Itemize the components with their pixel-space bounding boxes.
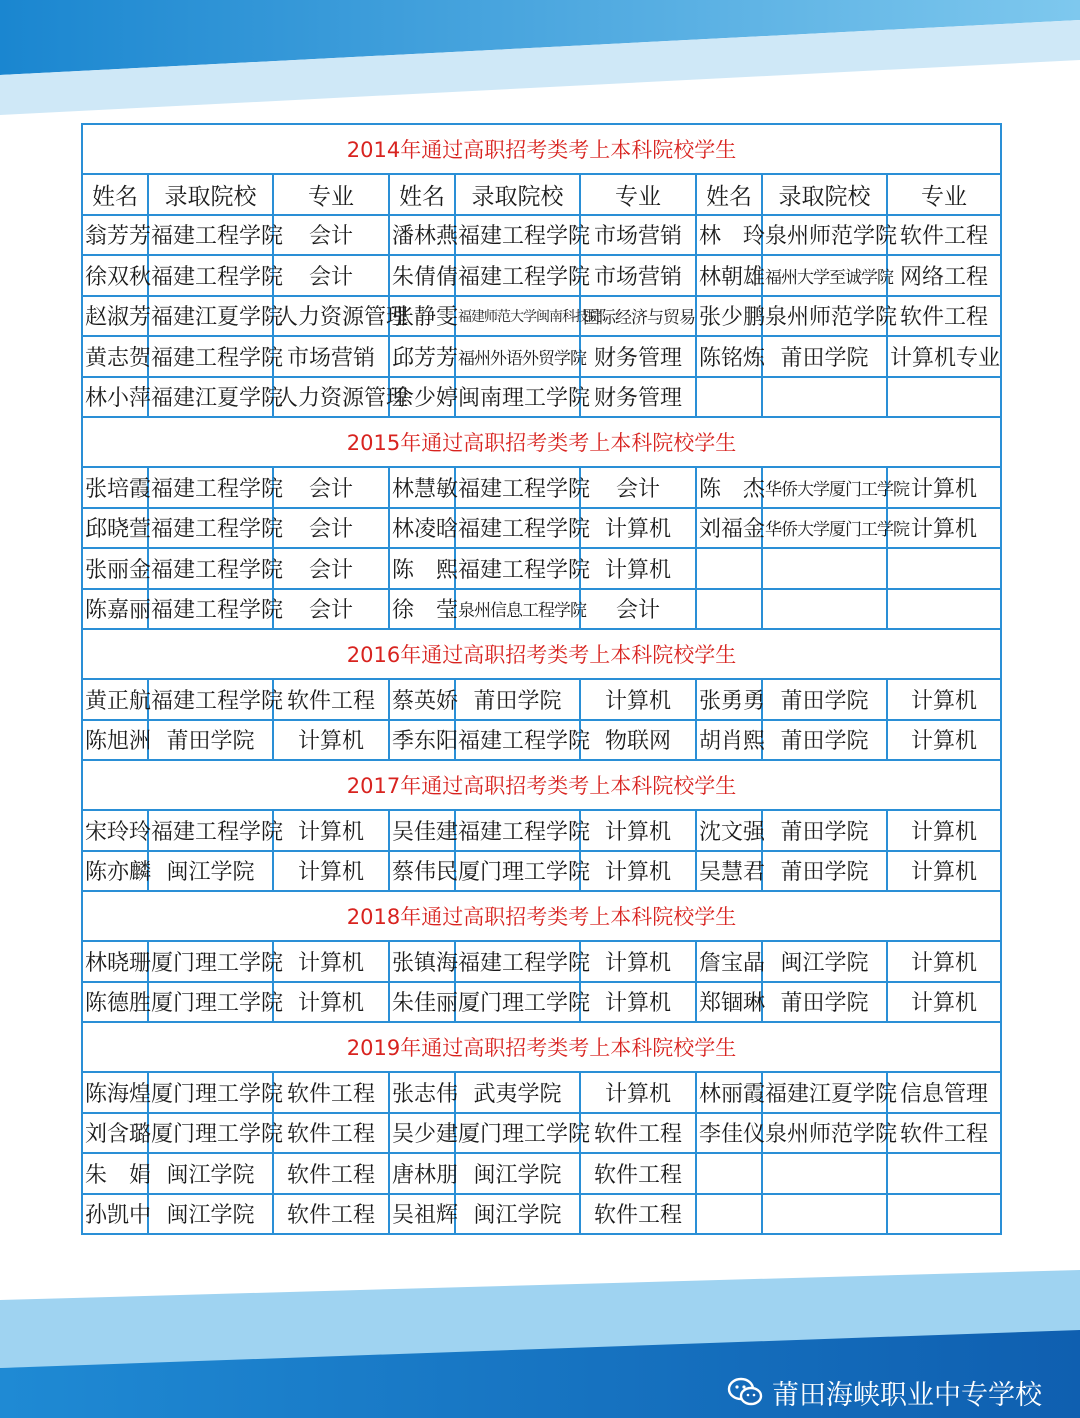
school-cell: 福建工程学院 (455, 215, 580, 256)
major-cell: 市场营销 (580, 215, 696, 256)
major-cell: 计算机 (580, 982, 696, 1023)
major-cell: 计算机 (887, 679, 1001, 720)
student-name-cell: 刘含璐 (82, 1113, 148, 1154)
student-name-cell: 林朝雄 (696, 255, 762, 296)
major-cell: 会计 (273, 215, 389, 256)
school-cell: 厦门理工学院 (148, 1113, 273, 1154)
section-title: 2019年通过高职招考类考上本科院校学生 (82, 1022, 1001, 1072)
major-cell: 网络工程 (887, 255, 1001, 296)
student-name-cell: 沈文强 (696, 810, 762, 851)
major-cell: 会计 (580, 589, 696, 630)
student-name-cell: 宋玲玲 (82, 810, 148, 851)
school-cell: 华侨大学厦门工学院 (762, 508, 887, 549)
school-cell: 闽江学院 (455, 1153, 580, 1194)
major-cell: 计算机 (887, 851, 1001, 892)
school-cell: 福建工程学院 (455, 810, 580, 851)
major-cell: 会计 (580, 467, 696, 508)
major-cell: 计算机 (887, 810, 1001, 851)
student-name-cell: 张勇勇 (696, 679, 762, 720)
school-cell: 泉州信息工程学院 (455, 589, 580, 630)
major-cell: 软件工程 (887, 215, 1001, 256)
student-name-cell: 张培霞 (82, 467, 148, 508)
section-title: 2018年通过高职招考类考上本科院校学生 (82, 891, 1001, 941)
column-header: 录取院校 (148, 174, 273, 215)
student-name-cell: 季东阳 (389, 720, 455, 761)
school-brand (728, 1372, 1042, 1412)
major-cell: 计算机 (580, 851, 696, 892)
section-title: 2016年通过高职招考类考上本科院校学生 (82, 629, 1001, 679)
school-cell: 闽江学院 (762, 941, 887, 982)
major-cell: 会计 (273, 467, 389, 508)
major-cell: 计算机 (580, 1072, 696, 1113)
student-name-cell: 吴祖辉 (389, 1194, 455, 1235)
major-cell: 计算机 (580, 679, 696, 720)
section-heading-row (82, 629, 1001, 679)
school-cell: 福建工程学院 (148, 548, 273, 589)
major-cell: 软件工程 (580, 1113, 696, 1154)
student-name-cell (696, 1194, 762, 1235)
wechat-icon (728, 1377, 762, 1407)
table-row (82, 982, 1001, 1023)
school-cell: 厦门理工学院 (148, 982, 273, 1023)
student-name-cell: 李佳仪 (696, 1113, 762, 1154)
student-name-cell: 张静雯 (389, 296, 455, 337)
student-name-cell: 陈 熙 (389, 548, 455, 589)
major-cell: 计算机 (580, 508, 696, 549)
column-header: 姓名 (389, 174, 455, 215)
school-cell: 莆田学院 (762, 679, 887, 720)
student-name-cell: 林 玲 (696, 215, 762, 256)
student-name-cell: 林慧敏 (389, 467, 455, 508)
major-cell: 计算机 (887, 941, 1001, 982)
major-cell: 软件工程 (273, 1072, 389, 1113)
student-name-cell: 吴少建 (389, 1113, 455, 1154)
student-name-cell: 吴佳建 (389, 810, 455, 851)
student-name-cell: 林丽霞 (696, 1072, 762, 1113)
major-cell: 软件工程 (273, 1194, 389, 1235)
student-name-cell: 陈亦麟 (82, 851, 148, 892)
school-cell (762, 1194, 887, 1235)
student-name-cell: 蔡英娇 (389, 679, 455, 720)
major-cell (887, 589, 1001, 630)
school-cell: 福建江夏学院 (148, 377, 273, 418)
student-name-cell: 胡肖熙 (696, 720, 762, 761)
student-name-cell: 陈德胜 (82, 982, 148, 1023)
major-cell (887, 1194, 1001, 1235)
major-cell: 计算机专业 (887, 336, 1001, 377)
table-row (82, 941, 1001, 982)
major-cell: 人力资源管理 (273, 296, 389, 337)
school-cell: 福建工程学院 (455, 255, 580, 296)
major-cell: 软件工程 (580, 1194, 696, 1235)
school-name: 莆田海峡职业中专学校 (772, 1379, 1042, 1411)
major-cell: 软件工程 (580, 1153, 696, 1194)
school-cell: 厦门理工学院 (148, 941, 273, 982)
major-cell: 物联网 (580, 720, 696, 761)
section-heading-row (82, 891, 1001, 941)
major-cell: 计算机 (580, 810, 696, 851)
school-cell (762, 377, 887, 418)
admission-table (81, 123, 1002, 1235)
student-name-cell: 张丽金 (82, 548, 148, 589)
major-cell: 软件工程 (887, 1113, 1001, 1154)
table-row (82, 508, 1001, 549)
major-cell: 会计 (273, 255, 389, 296)
student-name-cell: 陈铭炼 (696, 336, 762, 377)
student-name-cell: 唐林朋 (389, 1153, 455, 1194)
student-name-cell: 邱晓萱 (82, 508, 148, 549)
student-name-cell: 陈海煌 (82, 1072, 148, 1113)
school-cell: 福建工程学院 (148, 679, 273, 720)
column-header: 专业 (273, 174, 389, 215)
student-name-cell: 徐 莹 (389, 589, 455, 630)
major-cell: 财务管理 (580, 336, 696, 377)
school-cell: 福建师范大学闽南科技院 (455, 296, 580, 337)
major-cell: 计算机 (273, 941, 389, 982)
major-cell: 会计 (273, 508, 389, 549)
school-cell: 福建工程学院 (455, 548, 580, 589)
major-cell: 市场营销 (580, 255, 696, 296)
school-cell: 福建工程学院 (455, 720, 580, 761)
table-row (82, 377, 1001, 418)
school-cell: 武夷学院 (455, 1072, 580, 1113)
school-cell: 莆田学院 (762, 336, 887, 377)
student-name-cell: 张镇海 (389, 941, 455, 982)
student-name-cell: 刘福金 (696, 508, 762, 549)
school-cell: 厦门理工学院 (148, 1072, 273, 1113)
table-row (82, 1113, 1001, 1154)
school-cell: 莆田学院 (762, 851, 887, 892)
student-name-cell (696, 548, 762, 589)
school-cell: 福建江夏学院 (148, 296, 273, 337)
major-cell: 会计 (273, 548, 389, 589)
section-heading-row (82, 760, 1001, 810)
student-name-cell: 朱倩倩 (389, 255, 455, 296)
school-cell: 莆田学院 (762, 720, 887, 761)
school-cell: 闽江学院 (455, 1194, 580, 1235)
section-title: 2015年通过高职招考类考上本科院校学生 (82, 417, 1001, 467)
table-row (82, 255, 1001, 296)
major-cell: 国际经济与贸易 (580, 296, 696, 337)
school-cell: 泉州师范学院 (762, 215, 887, 256)
school-cell: 福州外语外贸学院 (455, 336, 580, 377)
student-name-cell: 蔡伟民 (389, 851, 455, 892)
table-row (82, 679, 1001, 720)
school-cell: 福建工程学院 (148, 508, 273, 549)
table-row (82, 1194, 1001, 1235)
major-cell: 计算机 (887, 508, 1001, 549)
major-cell: 软件工程 (887, 296, 1001, 337)
column-header: 姓名 (82, 174, 148, 215)
school-cell (762, 1153, 887, 1194)
major-cell: 计算机 (273, 720, 389, 761)
student-name-cell: 赵淑芳 (82, 296, 148, 337)
student-name-cell: 林小萍 (82, 377, 148, 418)
column-header: 专业 (580, 174, 696, 215)
school-cell: 莆田学院 (148, 720, 273, 761)
school-cell: 福建工程学院 (455, 508, 580, 549)
school-cell: 莆田学院 (762, 982, 887, 1023)
table-row (82, 336, 1001, 377)
table-row (82, 1072, 1001, 1113)
major-cell: 软件工程 (273, 679, 389, 720)
table-row (82, 296, 1001, 337)
major-cell: 计算机 (273, 851, 389, 892)
table-row (82, 215, 1001, 256)
major-cell: 软件工程 (273, 1153, 389, 1194)
student-name-cell: 陈 杰 (696, 467, 762, 508)
section-heading-row (82, 1022, 1001, 1072)
school-cell: 闽江学院 (148, 1194, 273, 1235)
school-cell: 莆田学院 (762, 810, 887, 851)
student-name-cell: 徐双秋 (82, 255, 148, 296)
school-cell: 福建工程学院 (455, 467, 580, 508)
school-cell: 福建工程学院 (148, 589, 273, 630)
column-header: 姓名 (696, 174, 762, 215)
section-heading-row (82, 124, 1001, 174)
student-name-cell: 翁芳芳 (82, 215, 148, 256)
student-name-cell: 黄志贺 (82, 336, 148, 377)
school-cell: 福建工程学院 (455, 941, 580, 982)
column-header: 录取院校 (455, 174, 580, 215)
major-cell: 人力资源管理 (273, 377, 389, 418)
student-name-cell: 詹宝晶 (696, 941, 762, 982)
school-cell: 厦门理工学院 (455, 1113, 580, 1154)
student-name-cell: 佘少婷 (389, 377, 455, 418)
school-cell: 莆田学院 (455, 679, 580, 720)
major-cell: 计算机 (887, 467, 1001, 508)
major-cell: 软件工程 (273, 1113, 389, 1154)
student-name-cell: 朱 娟 (82, 1153, 148, 1194)
major-cell: 财务管理 (580, 377, 696, 418)
major-cell: 计算机 (580, 548, 696, 589)
student-name-cell: 邱芳芳 (389, 336, 455, 377)
major-cell: 信息管理 (887, 1072, 1001, 1113)
student-name-cell: 郑锢琳 (696, 982, 762, 1023)
student-name-cell: 黄正航 (82, 679, 148, 720)
major-cell (887, 548, 1001, 589)
student-name-cell: 陈嘉丽 (82, 589, 148, 630)
table-row (82, 548, 1001, 589)
major-cell: 会计 (273, 589, 389, 630)
school-cell: 泉州师范学院 (762, 296, 887, 337)
column-header-row (82, 174, 1001, 215)
student-name-cell: 林晓珊 (82, 941, 148, 982)
student-name-cell (696, 589, 762, 630)
major-cell (887, 377, 1001, 418)
student-name-cell: 张志伟 (389, 1072, 455, 1113)
school-cell: 福建工程学院 (148, 810, 273, 851)
school-cell: 厦门理工学院 (455, 851, 580, 892)
school-cell: 福建工程学院 (148, 255, 273, 296)
student-name-cell: 张少鹏 (696, 296, 762, 337)
major-cell: 计算机 (273, 810, 389, 851)
school-cell: 华侨大学厦门工学院 (762, 467, 887, 508)
school-cell: 福建工程学院 (148, 336, 273, 377)
section-heading-row (82, 417, 1001, 467)
student-name-cell: 林凌晗 (389, 508, 455, 549)
school-cell: 闽南理工学院 (455, 377, 580, 418)
school-cell (762, 589, 887, 630)
student-name-cell: 潘林燕 (389, 215, 455, 256)
column-header: 录取院校 (762, 174, 887, 215)
school-cell: 闽江学院 (148, 851, 273, 892)
school-cell: 福建工程学院 (148, 215, 273, 256)
table-row (82, 1153, 1001, 1194)
table-row (82, 851, 1001, 892)
school-cell: 福建江夏学院 (762, 1072, 887, 1113)
school-cell: 厦门理工学院 (455, 982, 580, 1023)
table-row (82, 810, 1001, 851)
section-title: 2014年通过高职招考类考上本科院校学生 (82, 124, 1001, 174)
student-name-cell: 朱佳丽 (389, 982, 455, 1023)
student-name-cell: 陈旭洲 (82, 720, 148, 761)
school-cell: 福州大学至诚学院 (762, 255, 887, 296)
major-cell: 计算机 (887, 982, 1001, 1023)
student-name-cell: 孙凯中 (82, 1194, 148, 1235)
student-name-cell (696, 1153, 762, 1194)
student-name-cell (696, 377, 762, 418)
school-cell: 福建工程学院 (148, 467, 273, 508)
school-cell (762, 548, 887, 589)
table-row (82, 589, 1001, 630)
column-header: 专业 (887, 174, 1001, 215)
school-cell: 闽江学院 (148, 1153, 273, 1194)
table-row (82, 720, 1001, 761)
major-cell: 计算机 (580, 941, 696, 982)
section-title: 2017年通过高职招考类考上本科院校学生 (82, 760, 1001, 810)
student-name-cell: 吴慧君 (696, 851, 762, 892)
table-row (82, 467, 1001, 508)
school-cell: 泉州师范学院 (762, 1113, 887, 1154)
major-cell: 计算机 (887, 720, 1001, 761)
major-cell (887, 1153, 1001, 1194)
major-cell: 市场营销 (273, 336, 389, 377)
major-cell: 计算机 (273, 982, 389, 1023)
